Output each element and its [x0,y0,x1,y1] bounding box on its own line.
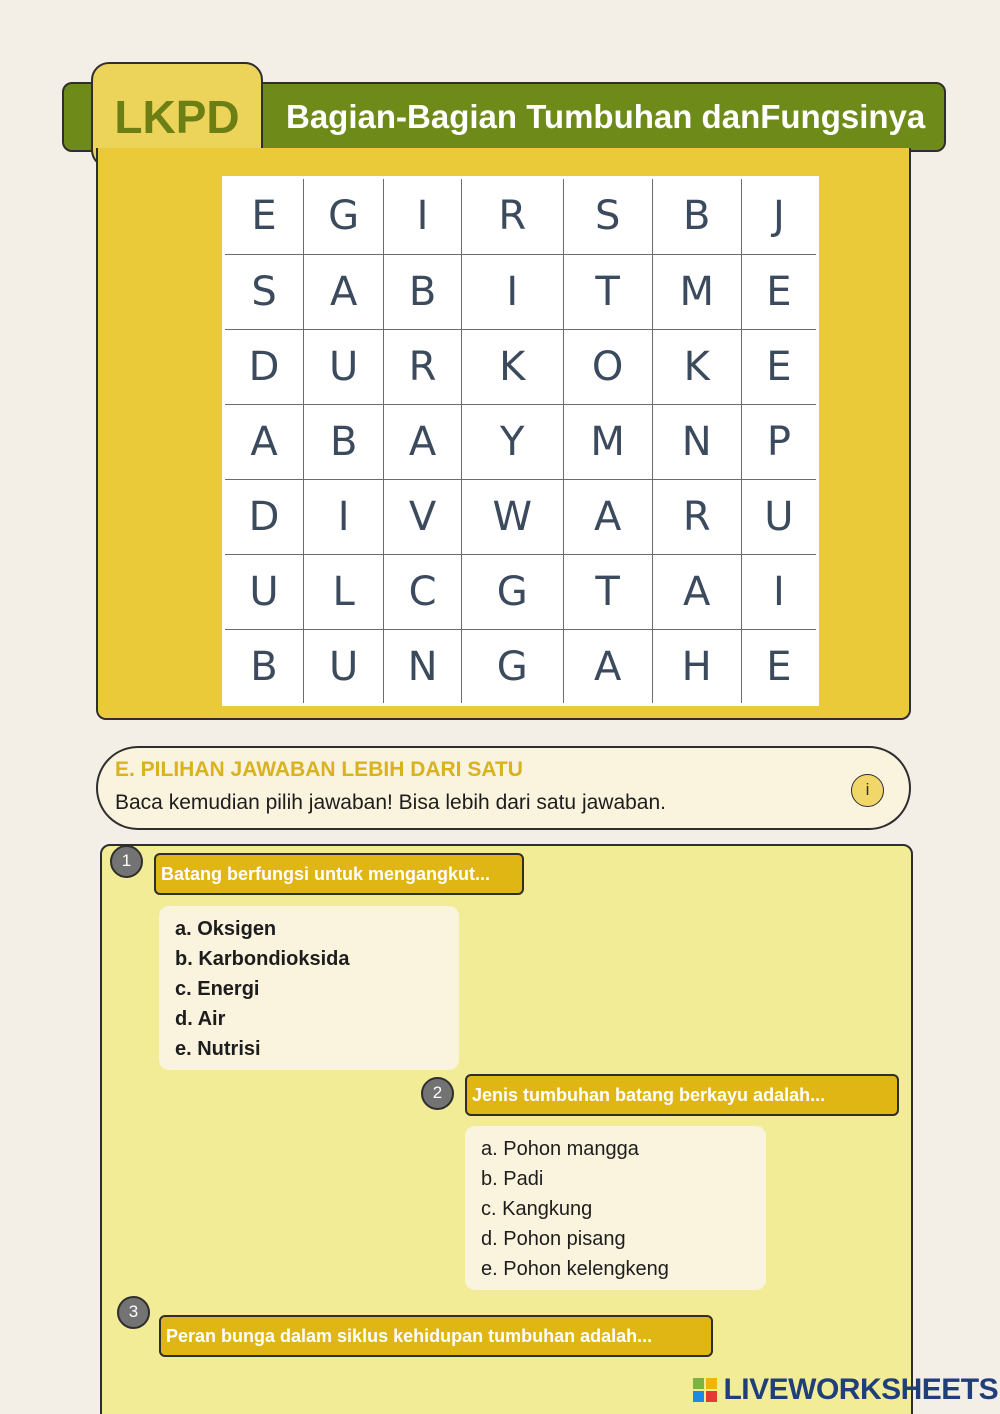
grid-cell[interactable]: W [461,479,563,554]
grid-cell[interactable]: E [741,329,816,404]
grid-cell[interactable]: E [741,629,816,704]
info-icon[interactable]: i [851,774,884,807]
page-title: Bagian-Bagian Tumbuhan danFungsinya [286,98,926,135]
question-number-2: 2 [421,1077,454,1110]
option-1d[interactable]: d. Air [175,1008,226,1030]
grid-cell[interactable]: Y [461,404,563,479]
grid-row [225,329,816,404]
grid-cell[interactable]: T [563,554,652,629]
grid-cell[interactable]: R [384,329,462,404]
grid-row [225,629,816,704]
grid-cell[interactable]: D [225,479,304,554]
grid-cell[interactable]: A [304,254,384,329]
grid-cell[interactable]: B [384,254,462,329]
grid-cell[interactable]: K [461,329,563,404]
grid-cell[interactable]: D [225,329,304,404]
grid-cell[interactable]: S [225,254,304,329]
option-2c[interactable]: c. Kangkung [481,1198,593,1220]
grid-cell[interactable]: I [304,479,384,554]
grid-cell[interactable]: U [225,554,304,629]
grid-row [225,479,816,554]
grid-cell[interactable]: A [563,479,652,554]
grid-cell[interactable]: G [461,554,563,629]
option-1c[interactable]: c. Energi [175,978,260,1000]
option-2d[interactable]: d. Pohon pisang [481,1228,626,1250]
grid-cell[interactable]: A [563,629,652,704]
grid-cell[interactable]: U [304,329,384,404]
grid-cell[interactable]: P [741,404,816,479]
liveworksheets-brand [693,1373,998,1407]
grid-cell[interactable]: A [652,554,741,629]
section-title: E. PILIHAN JAWABAN LEBIH DARI SATU [115,758,523,781]
word-search-table [225,179,816,705]
question-number-3: 3 [117,1296,150,1329]
grid-cell[interactable]: M [563,404,652,479]
question-2-text: Jenis tumbuhan batang berkayu adalah... [465,1074,899,1116]
option-1a[interactable]: a. Oksigen [175,918,277,940]
grid-cell[interactable]: E [225,179,304,254]
grid-cell[interactable]: A [384,404,462,479]
grid-cell[interactable]: N [384,629,462,704]
grid-cell[interactable]: B [304,404,384,479]
section-instruction: Baca kemudian pilih jawaban! Bisa lebih dari satu jawaban. [115,791,667,814]
question-3-text: Peran bunga dalam siklus kehidupan tumbuhan adalah... [159,1315,713,1357]
question-1-text: Batang berfungsi untuk mengangkut... [154,853,524,895]
grid-cell[interactable]: R [652,479,741,554]
grid-cell[interactable]: K [652,329,741,404]
grid-cell[interactable]: L [304,554,384,629]
grid-cell[interactable]: V [384,479,462,554]
option-1b[interactable]: b. Karbondioksida [175,948,350,970]
grid-cell[interactable]: I [741,554,816,629]
grid-row [225,554,816,629]
option-2b[interactable]: b. Padi [481,1168,544,1190]
question-2-options [465,1126,766,1290]
grid-cell[interactable]: C [384,554,462,629]
brand-text: LIVEWORKSHEETS [723,1373,999,1406]
grid-row [225,404,816,479]
grid-cell[interactable]: I [461,254,563,329]
option-2a[interactable]: a. Pohon mangga [481,1138,639,1160]
option-1e[interactable]: e. Nutrisi [175,1038,261,1060]
grid-cell[interactable]: M [652,254,741,329]
grid-cell[interactable]: T [563,254,652,329]
grid-cell[interactable]: B [225,629,304,704]
grid-cell[interactable]: I [384,179,462,254]
grid-cell[interactable]: J [741,179,816,254]
grid-cell[interactable]: B [652,179,741,254]
lkpd-badge: LKPD [91,62,263,168]
question-number-1: 1 [110,845,143,878]
word-search-grid [222,176,819,706]
question-1-options [159,906,459,1070]
grid-cell[interactable]: N [652,404,741,479]
grid-cell[interactable]: O [563,329,652,404]
liveworksheets-logo-icon [693,1378,717,1402]
grid-row [225,179,816,254]
grid-cell[interactable]: U [741,479,816,554]
grid-cell[interactable]: G [304,179,384,254]
grid-cell[interactable]: A [225,404,304,479]
grid-row [225,254,816,329]
grid-cell[interactable]: G [461,629,563,704]
grid-cell[interactable]: R [461,179,563,254]
grid-cell[interactable]: S [563,179,652,254]
grid-cell[interactable]: U [304,629,384,704]
grid-cell[interactable]: H [652,629,741,704]
grid-cell[interactable]: E [741,254,816,329]
option-2e[interactable]: e. Pohon kelengkeng [481,1258,669,1280]
